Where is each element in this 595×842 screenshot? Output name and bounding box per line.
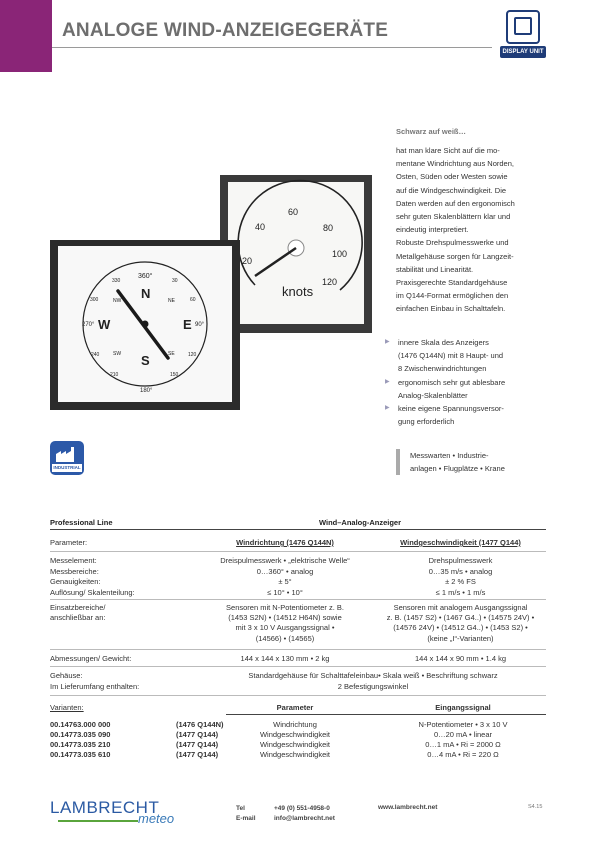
- sidebar-color-bar: [0, 0, 52, 72]
- dir-east: E: [183, 317, 192, 332]
- dir-tick-300: 300: [90, 297, 99, 303]
- divider: [50, 551, 546, 552]
- dir-tick-210: 210: [110, 372, 119, 378]
- contact-block: Tel +49 (0) 551-4958-0 E-mail info@lambrecht.net: [236, 805, 335, 822]
- intro-line: mentane Windrichtung aus Norden,: [396, 159, 514, 169]
- dir-ne: NE: [168, 298, 175, 304]
- dir-tick-150: 150: [170, 372, 179, 378]
- intro-paragraph: [396, 144, 546, 316]
- dir-north: N: [141, 286, 151, 301]
- speed-tick-100: 100: [332, 249, 348, 259]
- dir-nw: NW: [113, 298, 122, 304]
- intro-line: eindeutig interpretiert.: [396, 225, 469, 235]
- industrial-badge: [50, 441, 84, 475]
- display-unit-icon: [506, 10, 540, 44]
- dir-tick-180: 180°: [140, 388, 153, 394]
- dir-tick-90: 90°: [195, 322, 205, 328]
- product-line-label: Professional Line: [50, 518, 113, 527]
- speed-tick-80: 80: [323, 223, 334, 233]
- divider: [226, 714, 546, 715]
- industrial-label: INDUSTRIAL: [53, 465, 81, 470]
- intro-line: auf die Windgeschwindigkeit. Die: [396, 185, 507, 195]
- feature-list: [385, 336, 545, 428]
- dir-tick-240: 240: [91, 352, 100, 358]
- feature-item: ▶ innere Skala des Anzeigers (1476 Q144N) mit 8 Haupt- und 8 Zwischenwindrichtungen: [385, 336, 545, 376]
- col-windgeschwindigkeit: Windgeschwindigkeit (1477 Q144): [400, 538, 521, 547]
- feature-item: ▶ keine eigene Spannungsversor- gung erforderlich: [385, 402, 545, 428]
- lambrecht-logo: [50, 798, 180, 828]
- factory-icon: [55, 445, 79, 463]
- divider: [50, 649, 546, 650]
- intro-line: einfachen Einbau in Schalttafeln.: [396, 304, 506, 314]
- speed-tick-40: 40: [255, 222, 266, 232]
- divider: [50, 695, 546, 696]
- logo-wordmark: LAMBRECHT: [50, 798, 160, 817]
- col-windrichtung: Windrichtung (1476 Q144N): [236, 538, 334, 547]
- product-name-label: Wind–Analog-Anzeiger: [318, 518, 402, 527]
- intro-line: Daten werden auf den ergonomisch: [396, 198, 515, 208]
- dir-tick-30: 30: [172, 278, 178, 284]
- spec-header: [50, 518, 546, 530]
- feature-item: ▶ ergonomisch sehr gut ablesbare Analog-Skalenblätter: [385, 376, 545, 402]
- dir-tick-120: 120: [188, 352, 197, 358]
- variants-param-head: Parameter: [276, 703, 314, 712]
- intro-line: stabilität und Linearität.: [396, 264, 474, 274]
- divider: [50, 599, 546, 600]
- website-link[interactable]: www.lambrecht.net: [378, 804, 438, 811]
- speed-tick-120: 120: [322, 277, 338, 287]
- display-unit-badge: [500, 10, 546, 58]
- dir-sw: SW: [113, 351, 122, 357]
- page-title: ANALOGE WIND-ANZEIGEGERÄTE: [62, 20, 389, 41]
- dir-se: SE: [168, 351, 175, 357]
- title-divider: [52, 47, 492, 48]
- intro-heading: Schwarz auf weiß…: [396, 127, 467, 136]
- page-number: S4.15: [528, 804, 543, 810]
- intro-line: im Q144-Format ermöglichen den: [396, 291, 509, 301]
- phone-number: +49 (0) 551-4958-0: [274, 805, 330, 812]
- email-link[interactable]: info@lambrecht.net: [274, 815, 335, 822]
- intro-line: Robuste Drehspulmesswerke und: [396, 238, 509, 248]
- intro-line: Metallgehäuse sorgen für Langzeit-: [396, 251, 514, 261]
- intro-line: hat man klare Sicht auf die mo-: [396, 146, 500, 155]
- speed-tick-20: 20: [242, 256, 253, 266]
- speed-unit-label: knots: [282, 284, 314, 299]
- logo-underline: [58, 820, 138, 822]
- product-photo: [50, 160, 380, 420]
- logo-sub: meteo: [138, 811, 175, 826]
- spec-row: Einsatzbereiche/ anschließbar an: Sensoren mit N-Potentiometer z. B. (1453 S2N) • (14512 H64N) sowie mit 3 x 10 V Ausgangssignal • (14566) • (14565) Sensoren mit analogem Ausgangssignal z. B. (1457 S2) • (1467 G4..) • (14575 24V) • (14576 24V) • (14512 G4..) • (1453 S2) • (keine „I“-Varianten): [50, 603, 535, 643]
- divider: [50, 666, 546, 667]
- display-unit-label: DISPLAY UNIT: [500, 46, 546, 58]
- dir-tick-60: 60: [190, 297, 196, 303]
- intro-line: Praxisgerechte Standardgehäuse: [396, 278, 508, 288]
- dir-west: W: [98, 317, 111, 332]
- intro-line: sehr guten Skalenblättern klar und: [396, 212, 511, 222]
- variants-signal-head: Eingangssignal: [435, 703, 491, 712]
- speed-tick-60: 60: [288, 207, 299, 217]
- dir-tick-360: 360°: [138, 273, 153, 280]
- display-screen-icon: [514, 17, 532, 35]
- applications-box: Messwarten • Industrie- anlagen • Flugplätze • Krane: [396, 449, 546, 475]
- dir-south: S: [141, 353, 150, 368]
- dir-tick-270: 270°: [82, 322, 95, 328]
- intro-line: Osten, Süden oder Westen sowie: [396, 172, 508, 182]
- dir-tick-330: 330: [112, 278, 121, 284]
- variants-label: Varianten:: [50, 703, 84, 712]
